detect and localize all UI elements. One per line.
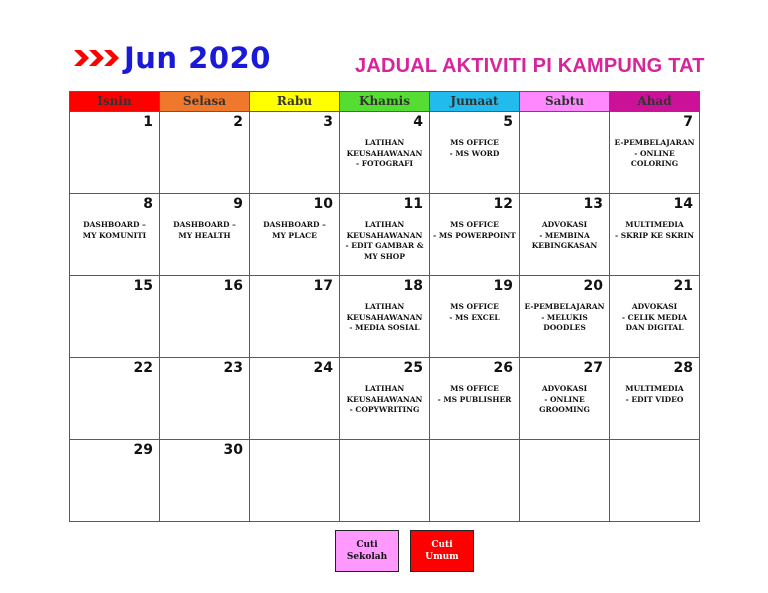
day-number: 2 (233, 114, 243, 130)
activity-text: MS OFFICE - MS POWERPOINT (433, 220, 516, 240)
day-cell (160, 112, 250, 194)
week-row (70, 194, 700, 276)
week-row (70, 358, 700, 440)
day-number: 29 (133, 442, 153, 458)
legend-school-holiday: Cuti Sekolah (335, 530, 399, 572)
activity-text: DASHBOARD – MY PLACE (263, 220, 326, 240)
day-cell (250, 194, 340, 276)
day-number: 3 (323, 114, 333, 130)
chevron-arrows-icon (74, 48, 120, 68)
day-number: 9 (233, 196, 243, 212)
day-number: 11 (403, 196, 423, 212)
weekday-sunday: Ahad (610, 92, 700, 112)
week-row (70, 276, 700, 358)
week-row (70, 112, 700, 194)
empty-cell (610, 440, 700, 522)
day-cell (340, 194, 430, 276)
day-number: 27 (583, 360, 603, 376)
legend-public-holiday: Cuti Umum (410, 530, 474, 572)
schedule-title: JADUAL AKTIVITI PI KAMPUNG TAT (355, 55, 705, 77)
empty-cell (430, 440, 520, 522)
day-cell (70, 112, 160, 194)
day-cell (520, 276, 610, 358)
day-cell (520, 194, 610, 276)
day-cell (70, 440, 160, 522)
activity-text: MS OFFICE - MS EXCEL (449, 302, 500, 322)
activity-text: DASHBOARD – MY KOMUNITI (82, 220, 147, 240)
day-number: 20 (583, 278, 603, 294)
empty-cell (520, 440, 610, 522)
day-number: 16 (223, 278, 243, 294)
activity-text: ADVOKASI - CELIK MEDIA DAN DIGITAL (621, 302, 688, 332)
triple-arrow-icon (74, 48, 120, 72)
day-cell (610, 358, 700, 440)
activity-text: MS OFFICE - MS PUBLISHER (437, 384, 512, 404)
day-cell (610, 276, 700, 358)
day-number: 4 (413, 114, 423, 130)
day-number: 28 (673, 360, 693, 376)
activity-text: MS OFFICE - MS WORD (449, 138, 500, 158)
day-cell (160, 440, 250, 522)
activity-text: MULTIMEDIA - SKRIP KE SKRIN (614, 220, 695, 240)
week-row (70, 440, 700, 522)
day-number: 12 (493, 196, 513, 212)
day-number: 5 (503, 114, 513, 130)
day-cell (160, 358, 250, 440)
day-number: 25 (403, 360, 423, 376)
activity-text: MULTIMEDIA - EDIT VIDEO (625, 384, 684, 404)
day-number: 14 (673, 196, 693, 212)
day-cell (610, 112, 700, 194)
day-cell (70, 276, 160, 358)
activity-text: E-PEMBELAJARAN - MELUKIS DOODLES (524, 302, 605, 332)
day-cell (340, 276, 430, 358)
day-number: 17 (313, 278, 333, 294)
empty-cell (340, 440, 430, 522)
activity-text: LATIHAN KEUSAHAWANAN - FOTOGRAFI (346, 138, 423, 168)
day-cell (430, 276, 520, 358)
activity-text: DASHBOARD – MY HEALTH (173, 220, 236, 240)
day-cell (250, 112, 340, 194)
empty-cell (250, 440, 340, 522)
activity-text: E-PEMBELAJARAN - ONLINE COLORING (614, 138, 695, 168)
day-number: 10 (313, 196, 333, 212)
day-number: 13 (583, 196, 603, 212)
day-number: 23 (223, 360, 243, 376)
day-cell (250, 358, 340, 440)
day-cell (340, 358, 430, 440)
day-cell (70, 194, 160, 276)
calendar-grid (69, 91, 700, 522)
activity-text: ADVOKASI - ONLINE GROOMING (539, 384, 590, 414)
day-number: 26 (493, 360, 513, 376)
day-cell (160, 194, 250, 276)
activity-text: LATIHAN KEUSAHAWANAN - MEDIA SOSIAL (346, 302, 423, 332)
day-cell (610, 194, 700, 276)
day-number: 6 (593, 114, 603, 130)
activity-text: LATIHAN KEUSAHAWANAN - EDIT GAMBAR & MY SHOP (345, 220, 424, 261)
day-number: 22 (133, 360, 153, 376)
day-number: 1 (143, 114, 153, 130)
day-number: 30 (223, 442, 243, 458)
day-number: 8 (143, 196, 153, 212)
weekday-tuesday: Selasa (160, 92, 250, 112)
day-cell (250, 276, 340, 358)
weekday-wednesday: Rabu (250, 92, 340, 112)
day-cell (430, 194, 520, 276)
weekday-monday: Isnin (70, 92, 160, 112)
day-cell (70, 358, 160, 440)
day-number: 7 (683, 114, 693, 130)
day-number: 24 (313, 360, 333, 376)
weekday-header-row (70, 92, 700, 112)
weekday-thursday: Khamis (340, 92, 430, 112)
day-number: 19 (493, 278, 513, 294)
day-cell (430, 358, 520, 440)
weekday-saturday: Sabtu (520, 92, 610, 112)
day-cell (430, 112, 520, 194)
activity-text: LATIHAN KEUSAHAWANAN - COPYWRITING (346, 384, 423, 414)
day-number: 21 (673, 278, 693, 294)
activity-text: HARI KEPUTERAAN SPB YDPA (524, 144, 605, 174)
day-cell (520, 358, 610, 440)
public-holiday-cell (520, 112, 610, 194)
weekday-friday: Jumaat (430, 92, 520, 112)
day-cell (340, 112, 430, 194)
day-number: 18 (403, 278, 423, 294)
activity-text: ADVOKASI - MEMBINA KEBINGKASAN (531, 220, 598, 250)
day-number: 15 (133, 278, 153, 294)
month-title: Jun 2020 (124, 41, 271, 75)
day-cell (160, 276, 250, 358)
